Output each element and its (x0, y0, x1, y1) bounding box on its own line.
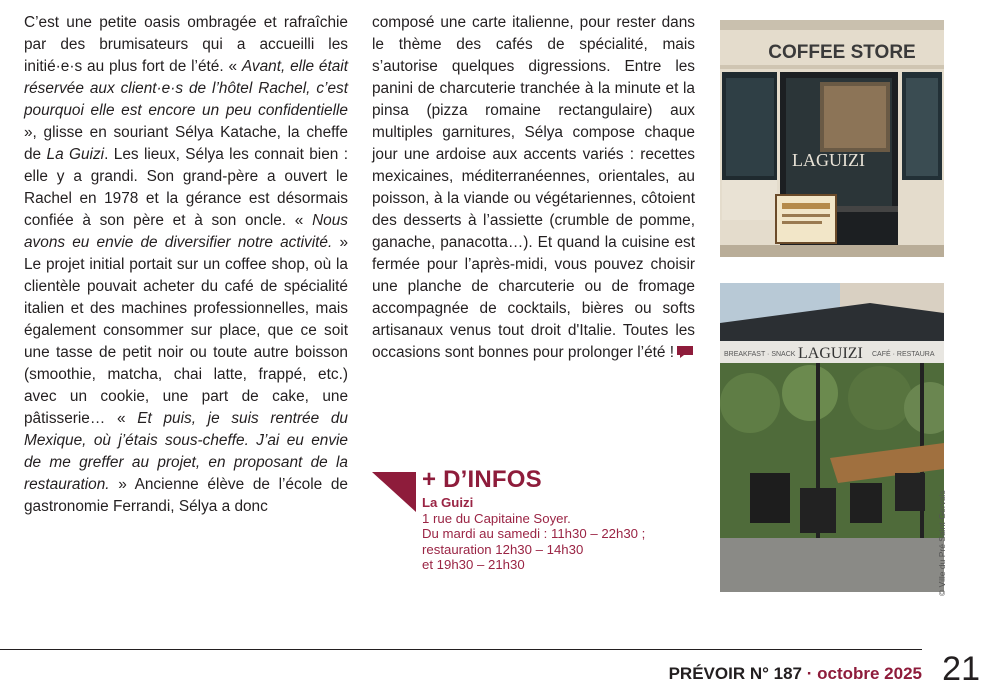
storefront-sign-text: COFFEE STORE (768, 42, 916, 63)
quote-text: Et puis, je suis rentrée du Mexique, où j’étais sous-cheffe. J’ai eu envie de me greffer au projet, en proposant de la restauration. (24, 410, 348, 493)
triangle-marker-icon (372, 472, 416, 512)
column2-text: composé une carte italienne, pour rester dans le thème des cafés de spécialité, mais s’autorise quelques digressions. Entre les panini de charcuterie tranchée à la minute et la pinsa (pizza romaine rectangulaire) aux multiples garnitures, Sélya compose chaque jour une ardoise aux accents variés : recettes mexicaines, méditerranéennes, orientales, au poisson, à la viande ou végétariennes, côtoient des desserts à l’assiette (crumble de pomme, ganache, panacotta…). Et quand la cuisine est fermée pour l’après-midi, vous pouvez choisir une planche de charcuterie ou de fromage accompagnée de cocktails, bières ou softs artisanaux venus tout droit d'Italie. Toutes les occasions sont bonnes pour prolonger l’été ! (372, 14, 695, 361)
body-text: » Ancienne élève de l’école de gastronomie Ferrandi, Sélya a donc (24, 476, 348, 515)
column2-paragraph (372, 12, 695, 364)
infos-address: 1 rue du Capitaine Soyer. (422, 510, 571, 526)
quote-text: Nous avons eu envie de diversifier notre activité. (24, 212, 348, 251)
footer-issue-date: octobre 2025 (817, 664, 922, 683)
body-text: » Le projet initial portait sur un coffee shop, où la clientèle pouvait acheter du café de spécialité italien et des machines professionnelles, mais également consommer sur place, que ce soit une tasse de petit noir ou toute autre boisson (smoothie, matcha, chai latte, frappé, etc.) avec un cookie, une part de cake, une pâtisserie… « (24, 234, 348, 427)
photo-credit: © Ville du Pré Saint-Gervais (937, 490, 947, 596)
speech-bubble-end-icon (676, 345, 694, 359)
footer-rule (0, 649, 922, 650)
infos-hours-line3: et 19h30 – 21h30 (422, 557, 525, 573)
infos-hours-line1: Du mardi au samedi : 11h30 – 22h30 ; (422, 526, 646, 542)
terrace-logo-text: LAGUIZI (798, 345, 863, 362)
terrace-sign-right: CAFÉ · RESTAURA (872, 351, 935, 358)
body-text: », glisse en souriant Sélya Katache, la cheffe de (24, 124, 348, 163)
storefront-logo-text: LAGUIZI (792, 150, 865, 170)
column1-paragraph (24, 12, 348, 518)
body-text: C’est une petite oasis ombragée et rafraîchie par des brumisateurs qui a accueilli les initié·e·s au plus fort de l’été. « (24, 14, 348, 75)
storefront-photo (720, 20, 944, 257)
footer-magazine: PRÉVOIR N° 187 (668, 664, 802, 683)
body-text: . Les lieux, Sélya les connait bien : elle y a grandi. Son grand-père a ouvert le Rachel en 1978 et la gérance est désormais confiée à son père et à son oncle. « (24, 146, 348, 229)
infos-details (422, 495, 702, 573)
infos-venue-name: La Guizi (422, 495, 474, 510)
page-number: 21 (942, 650, 980, 688)
infos-hours-line2: restauration 12h30 – 14h30 (422, 541, 584, 557)
quote-text: Avant, elle était réservée aux client·e·s de l’hôtel Rachel, c’est pourquoi elle est encore un peu confidentielle (24, 58, 348, 119)
quote-text: La Guizi (46, 146, 105, 163)
footer-separator: · (802, 664, 818, 683)
footer-issue-line (669, 664, 922, 684)
article-column-1 (24, 12, 348, 518)
terrace-sign-left: BREAKFAST · SNACK (724, 351, 796, 358)
infos-heading: + D’INFOS (422, 466, 542, 493)
terrace-photo (720, 283, 944, 592)
article-column-2 (372, 12, 695, 364)
